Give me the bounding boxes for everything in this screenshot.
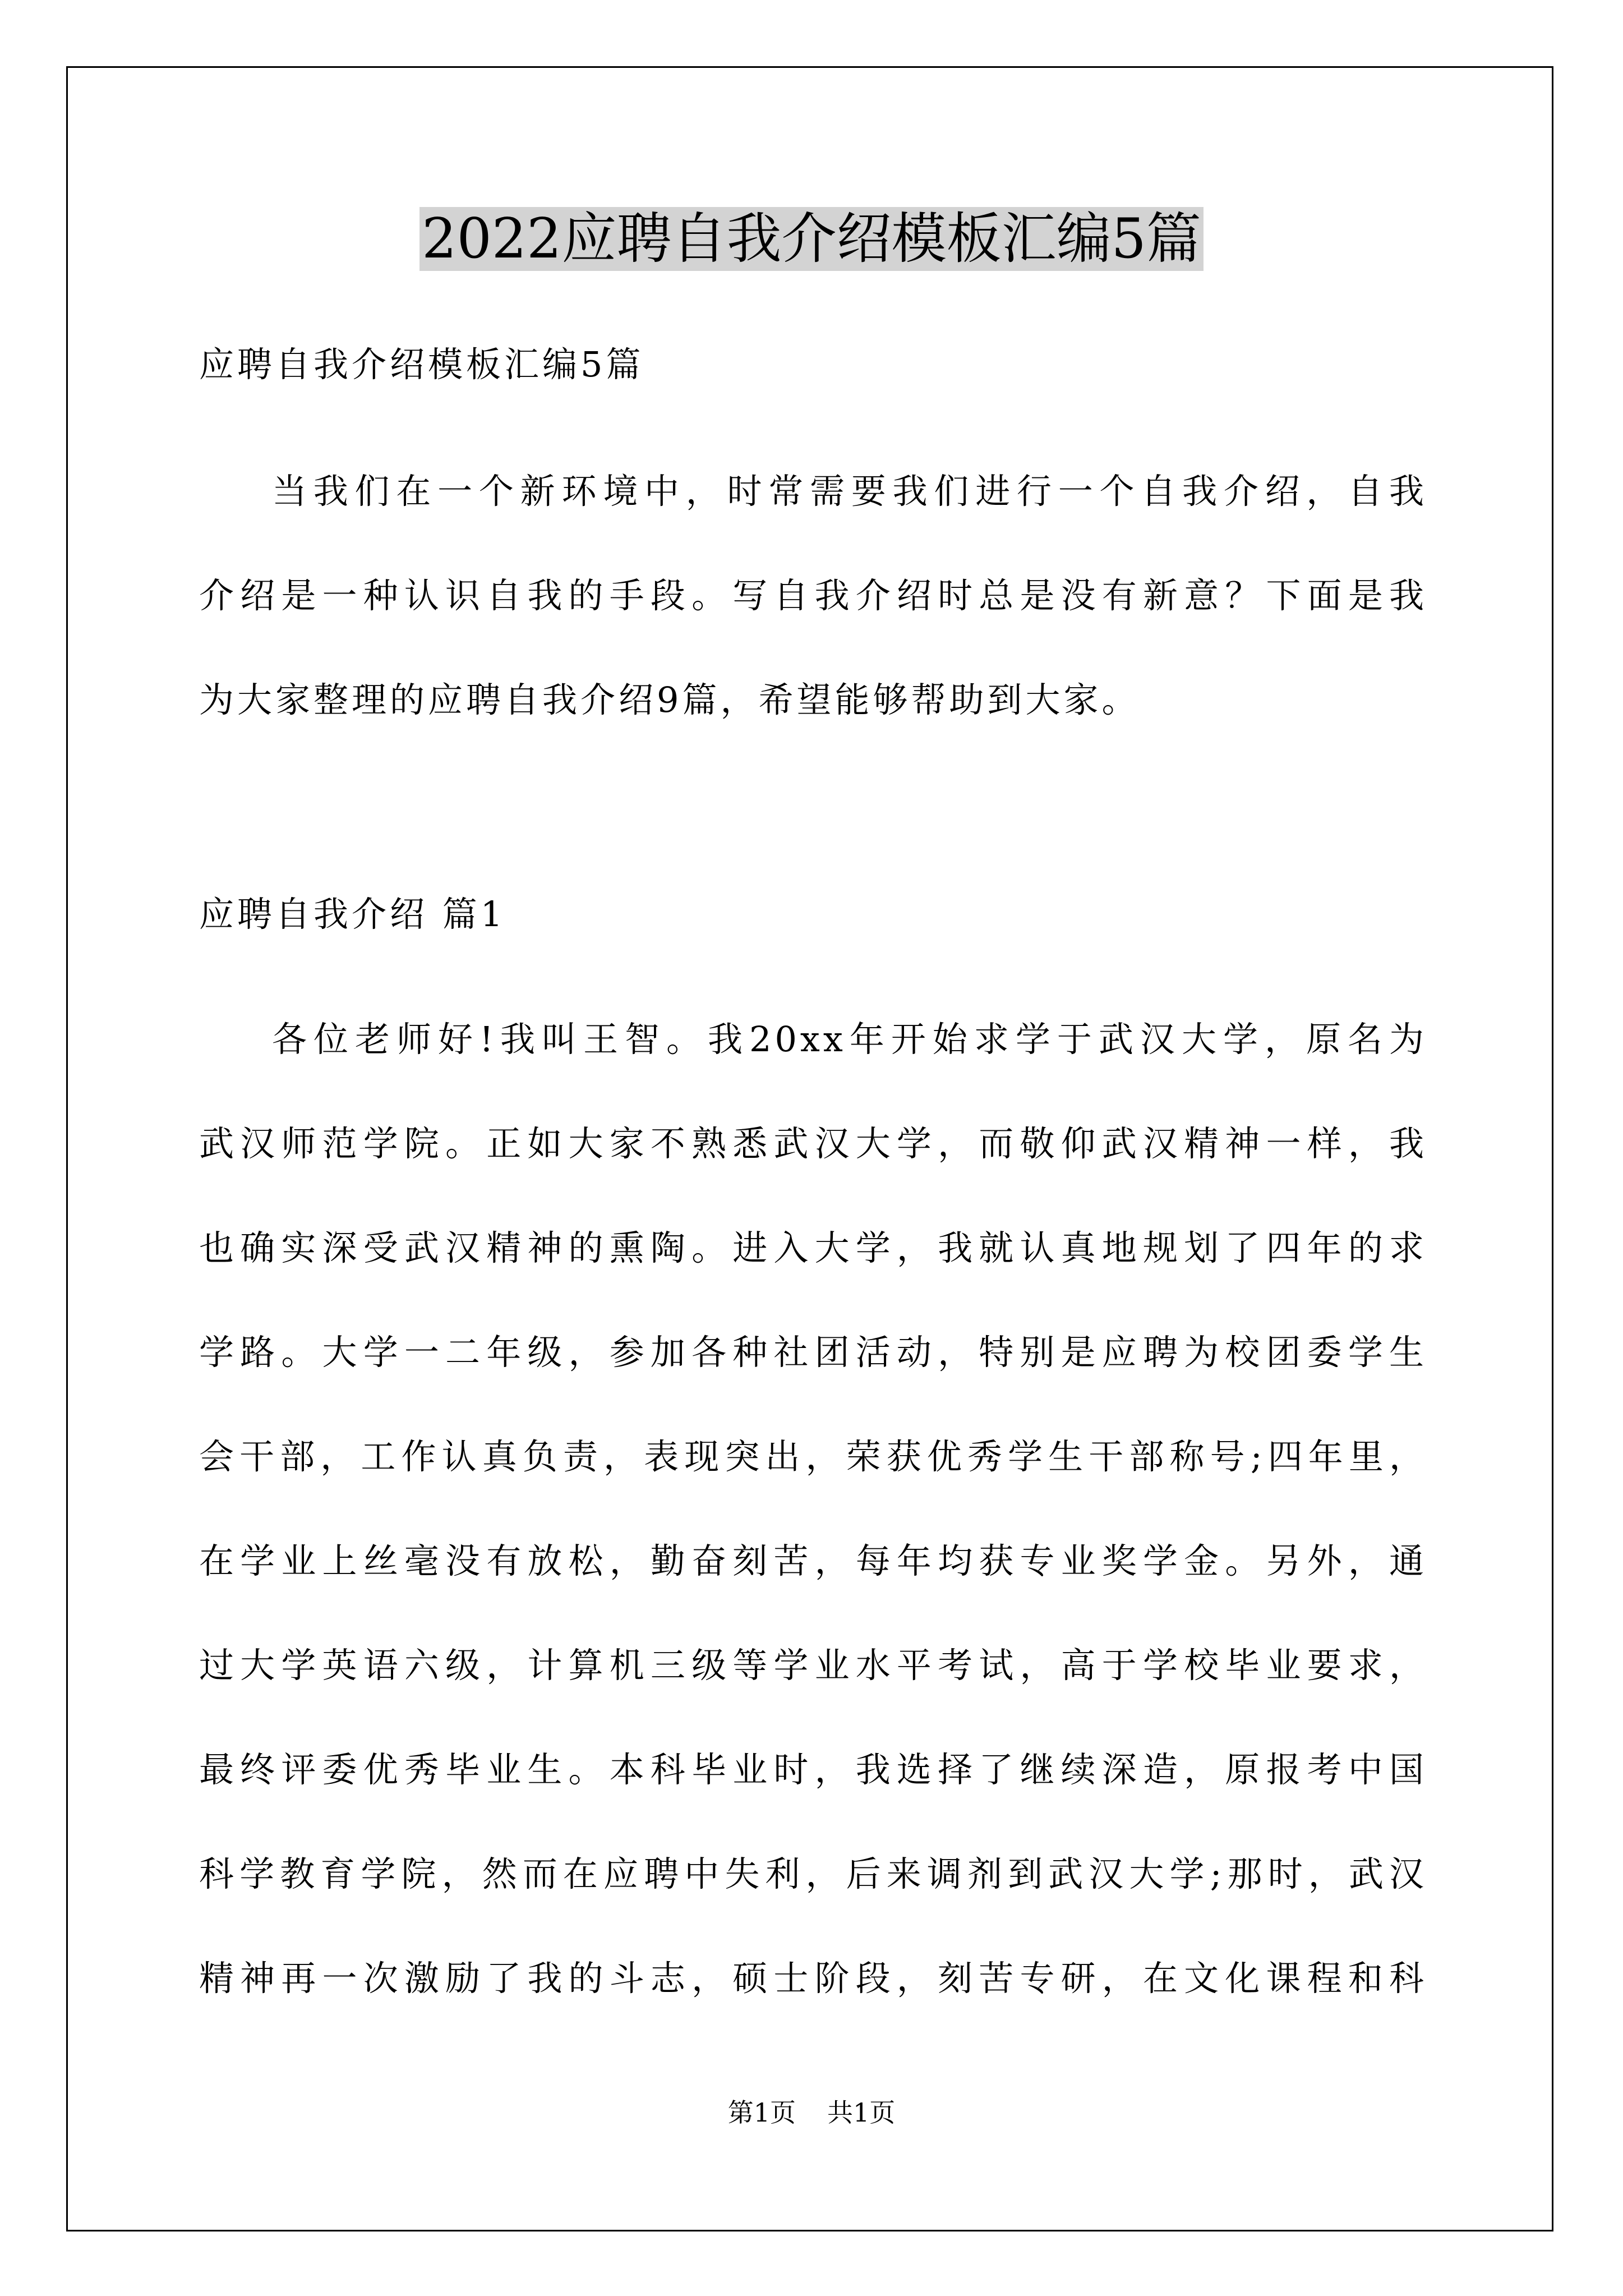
- subtitle: 应聘自我介绍模板汇编5篇: [199, 344, 644, 385]
- intro-line: 为大家整理的应聘自我介绍9篇，希望能够帮助到大家。: [199, 679, 1140, 720]
- section1-line: 各位老师好!我叫王智。我20xx年开始求学于武汉大学，原名为: [272, 1019, 1427, 1060]
- section1-line: 在学业上丝毫没有放松，勤奋刻苦，每年均获专业奖学金。另外，通: [199, 1540, 1427, 1581]
- section1-line: 过大学英语六级，计算机三级等学业水平考试，高于学校毕业要求，: [199, 1645, 1427, 1686]
- section1-line: 科学教育学院，然而在应聘中失利，后来调剂到武汉大学;那时，武汉: [199, 1853, 1427, 1894]
- page-footer: [0, 2096, 1623, 2129]
- document-title: [0, 200, 1623, 278]
- document-title-text: 2022应聘自我介绍模板汇编5篇: [419, 207, 1204, 271]
- total-pages: 共1页: [827, 2097, 896, 2128]
- intro-line: 当我们在一个新环境中，时常需要我们进行一个自我介绍，自我: [272, 471, 1427, 512]
- page-number: 第1页: [727, 2097, 796, 2128]
- section1-line: 会干部，工作认真负责，表现突出，荣获优秀学生干部称号;四年里，: [199, 1436, 1427, 1477]
- section1-line: 学路。大学一二年级，参加各种社团活动，特别是应聘为校团委学生: [199, 1332, 1427, 1373]
- section1-heading: 应聘自我介绍 篇1: [199, 894, 506, 935]
- section1-line: 也确实深受武汉精神的熏陶。进入大学，我就认真地规划了四年的求: [199, 1227, 1427, 1268]
- section1-line: 武汉师范学院。正如大家不熟悉武汉大学，而敬仰武汉精神一样，我: [199, 1123, 1427, 1164]
- section1-line: 最终评委优秀毕业生。本科毕业时，我选择了继续深造，原报考中国: [199, 1749, 1427, 1790]
- intro-line: 介绍是一种认识自我的手段。写自我介绍时总是没有新意？下面是我: [199, 575, 1427, 616]
- section1-line: 精神再一次激励了我的斗志，硕士阶段，刻苦专研，在文化课程和科: [199, 1958, 1427, 1999]
- intro-paragraph: [199, 439, 1427, 752]
- section1-paragraph: [199, 987, 1427, 2031]
